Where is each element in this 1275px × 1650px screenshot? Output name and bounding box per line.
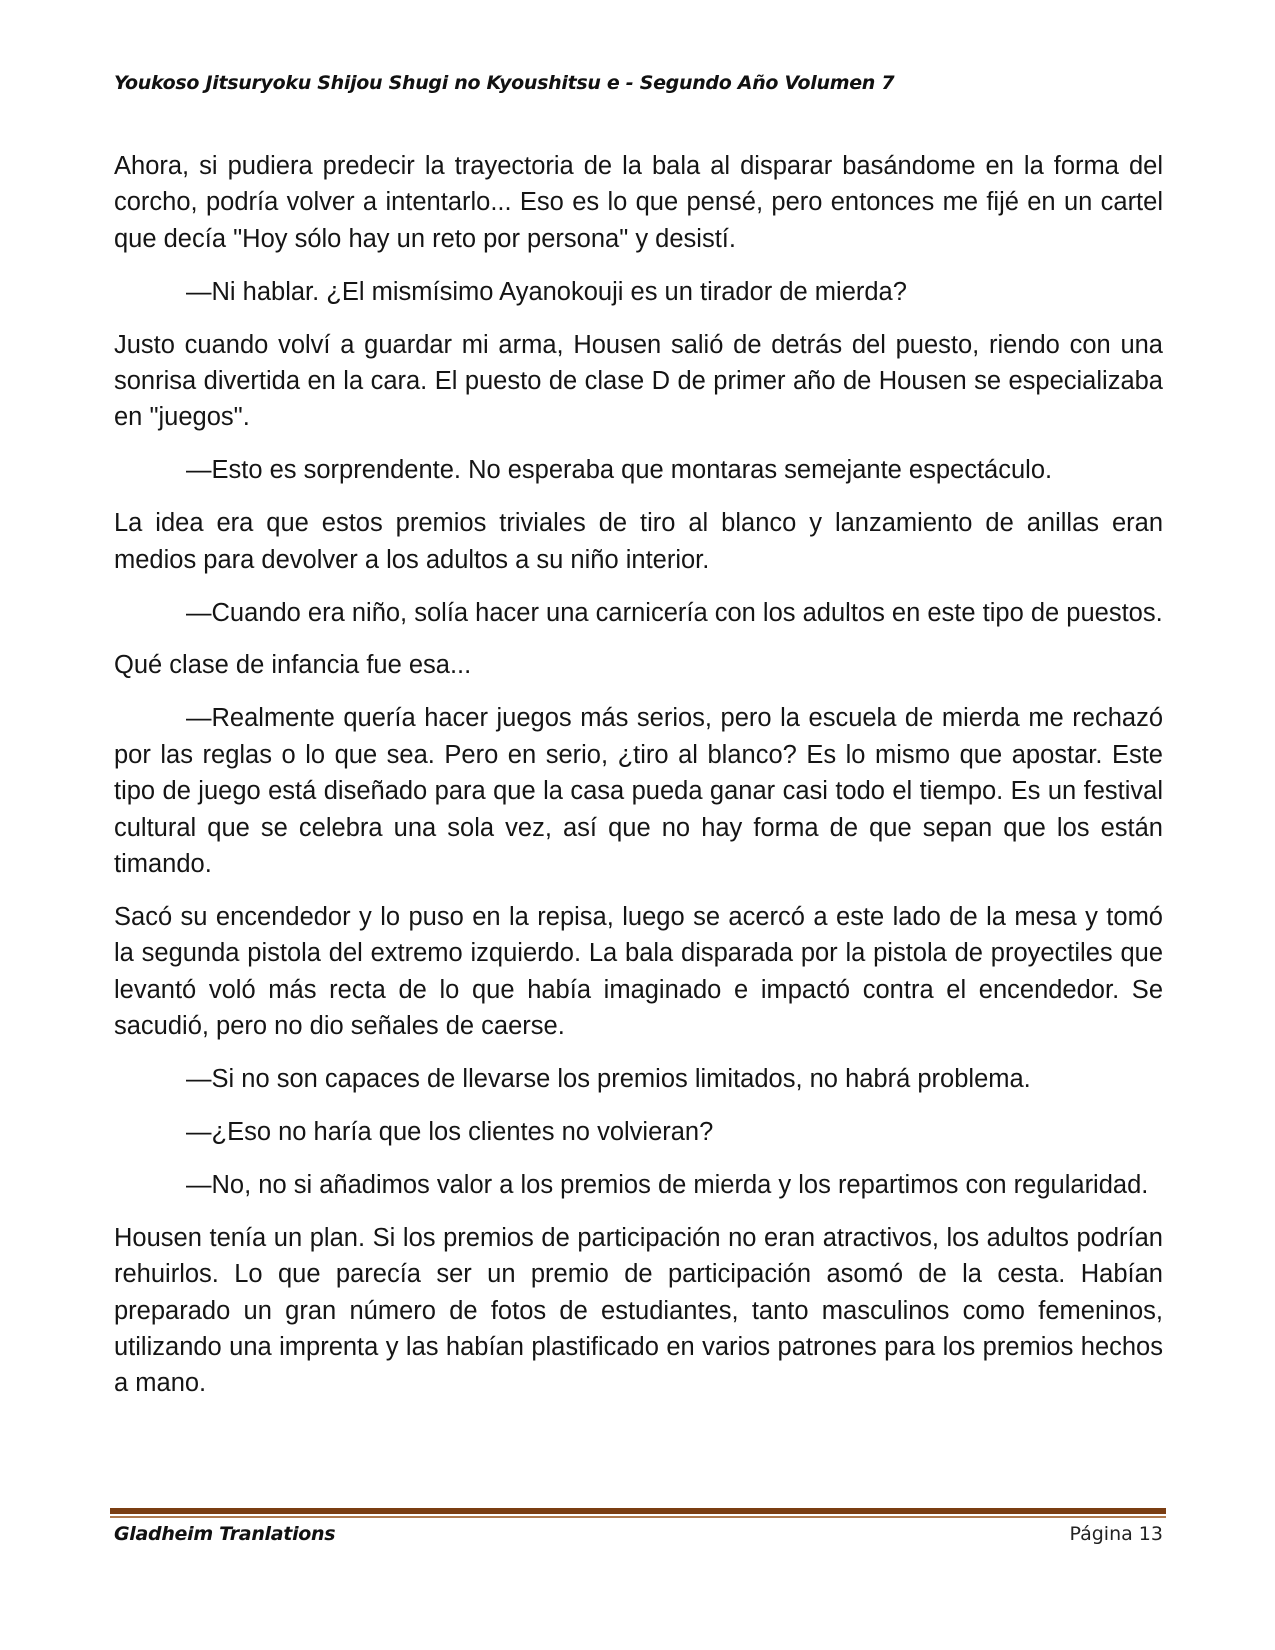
footer-publisher: Gladheim Tranlations xyxy=(114,1523,336,1545)
body-text xyxy=(114,148,1163,1418)
page-number: Página 13 xyxy=(1069,1523,1163,1545)
paragraph: Sacó su encendedor y lo puso en la repisa, luego se acercó a este lado de la mesa y tomó la segunda pistola del extremo izquierdo. La bala disparada por la pistola de proyectiles que levantó voló más recta de lo que había imaginado e impactó contra el encendedor. Se sacudió, pero no dio señales de caerse. xyxy=(114,902,1163,1041)
dialog-line: —Ni hablar. ¿El mismísimo Ayanokouji es un tirador de mierda? xyxy=(186,277,907,306)
dialog-line: —Si no son capaces de llevarse los premios limitados, no habrá problema. xyxy=(186,1065,1031,1094)
paragraph: Housen tenía un plan. Si los premios de participación no eran atractivos, los adultos podrían rehuirlos. Lo que parecía ser un premio de participación asomó de la cesta. Habían preparado un gran número de fotos de estudiantes, tanto masculinos como femeninos, utilizando una imprenta y las habían plastificado en varios patrones para los premios hechos a mano. xyxy=(114,1223,1163,1398)
dialog-line: —No, no si añadimos valor a los premios de mierda y los repartimos con regularidad. xyxy=(186,1170,1149,1199)
dialog-line: —Cuando era niño, solía hacer una carnicería con los adultos en este tipo de puestos. xyxy=(186,598,1163,627)
dialog-line: —Realmente quería hacer juegos más serios, pero la escuela de mierda me rechazó por las reglas o lo que sea. Pero en serio, ¿tiro al blanco? Es lo mismo que apostar. Este tipo de juego está diseñado para que la casa pueda ganar casi todo el tiempo. Es un festival cultural que se celebra una sola vez, así que no hay forma de que sepan que los están timando. xyxy=(114,704,1163,878)
paragraph: Justo cuando volví a guardar mi arma, Housen salió de detrás del puesto, riendo con una sonrisa divertida en la cara. El puesto de clase D de primer año de Housen se especializaba en "juegos". xyxy=(114,330,1163,432)
footer-rule-thick xyxy=(110,1508,1166,1514)
paragraph: La idea era que estos premios triviales de tiro al blanco y lanzamiento de anillas eran medios para devolver a los adultos a su niño interior. xyxy=(114,509,1163,574)
footer-rule-thin xyxy=(110,1516,1166,1518)
running-header: Youkoso Jitsuryoku Shijou Shugi no Kyoushitsu e - Segundo Año Volumen 7 xyxy=(114,72,895,94)
paragraph: Ahora, si pudiera predecir la trayectoria de la bala al disparar basándome en la forma del corcho, podría volver a intentarlo... Eso es lo que pensé, pero entonces me fijé en un cartel que decía "Hoy sólo hay un reto por persona" y desistí. xyxy=(114,152,1163,253)
paragraph: Qué clase de infancia fue esa... xyxy=(114,651,472,680)
dialog-line: —Esto es sorprendente. No esperaba que montaras semejante espectáculo. xyxy=(186,456,1053,485)
dialog-line: —¿Eso no haría que los clientes no volvieran? xyxy=(186,1117,714,1146)
